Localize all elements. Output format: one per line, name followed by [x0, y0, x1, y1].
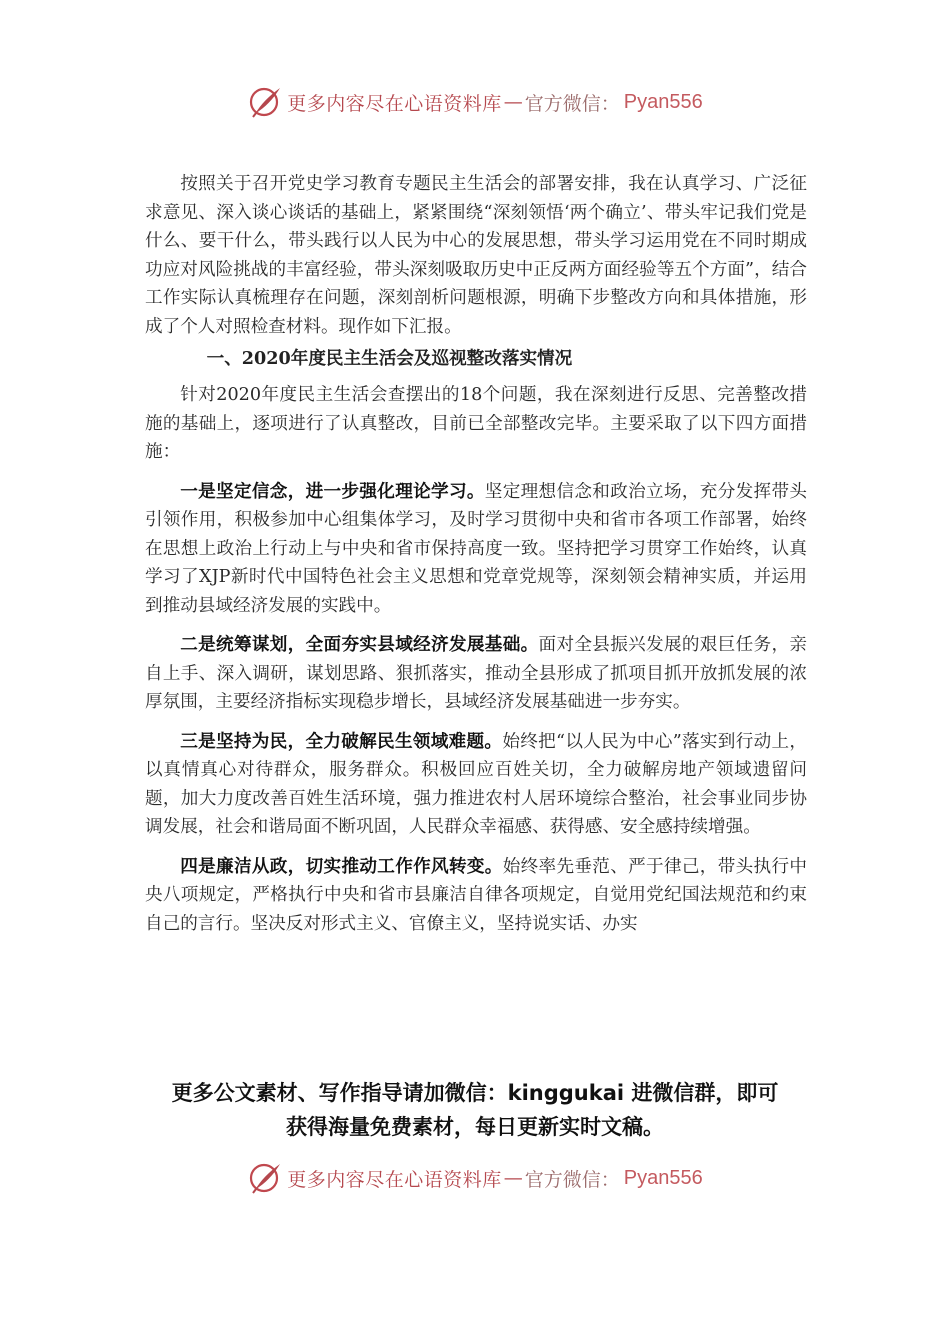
measure-text: 始终把“以人民为中心”落实到行动上，以真情真心对待群众，服务群众。积极回应百姓关切，全力破解房地产领域遗留问题，加大力度改善百姓生活环境，强力推进农村人居环境综合整治，社会事业同步协调发展，社会和谐局面不断巩固，人民群众幸福感、获得感、安全感持续增强。: [145, 731, 807, 837]
measure-lead: 二是统筹谋划，全面夯实县域经济发展基础。: [180, 634, 539, 655]
banner-wechat-label: 官方微信：: [524, 1168, 620, 1191]
measure-item-2: [145, 631, 807, 717]
banner-wechat-label: 官方微信：: [524, 92, 620, 115]
measure-text: 始终率先垂范、严于律己，带头执行中央八项规定，严格执行中央和省市县廉洁自律各项规定，自觉用党纪国法规范和约束自己的言行。坚决反对形式主义、官僚主义，坚持说实话、办实: [145, 856, 807, 934]
footer-banner: [0, 1158, 950, 1198]
measure-item-1: [145, 478, 807, 621]
banner-site-text: 更多内容尽在心语资料库: [287, 1168, 502, 1191]
banner-wechat-id: Pyan556: [623, 90, 703, 113]
quill-logo-icon: [247, 1160, 283, 1196]
measure-lead: 一是坚定信念，进一步强化理论学习。: [180, 480, 485, 502]
banner-separator: —: [503, 91, 523, 113]
banner-wechat-id: Pyan556: [623, 1166, 703, 1189]
quill-logo-icon: [247, 84, 283, 120]
intro-paragraph: 按照关于召开党史学习教育专题民主生活会的部署安排，我在认真学习、广泛征求意见、深入谈心谈话的基础上，紧紧围绕“深刻领悟‘两个确立’、带头牢记我们党是什么、要干什么，带头践行以人民为中心的发展思想，带头学习运用党在不同时期成功应对风险挑战的丰富经验，带头深刻吸取历史中正反两方面经验等五个方面”，结合工作实际认真梳理存在问题，深刻剖析问题根源，明确下步整改方向和具体措施，形成了个人对照检查材料。现作如下汇报。: [145, 174, 807, 337]
promo-line-1: 更多公文素材、写作指导请加微信：kinggukai 进微信群，即可: [171, 1081, 779, 1105]
banner-site-text: 更多内容尽在心语资料库: [287, 92, 502, 115]
promo-line-2: 获得海量免费素材，每日更新实时文稿。: [286, 1115, 664, 1139]
measure-text: 面对全县振兴发展的艰巨任务，亲自上手、深入调研，谋划思路、狠抓落实，推动全县形成了抓项目抓开放抓发展的浓厚氛围，主要经济指标实现稳步增长，县域经济发展基础进一步夯实。: [145, 635, 807, 712]
section-intro-paragraph: 针对2020年度民主生活会查摆出的18个问题，我在深刻进行反思、完善整改措施的基础上，逐项进行了认真整改，目前已全部整改完毕。主要采取了以下四方面措施：: [145, 385, 807, 462]
measure-item-3: [145, 728, 807, 842]
measure-item-4: [145, 853, 807, 939]
section-heading: 一、2020年度民主生活会及巡视整改落实情况: [206, 348, 573, 369]
measure-lead: 三是坚持为民，全力破解民生领域难题。: [180, 730, 503, 752]
document-body: [145, 170, 807, 938]
header-banner: [0, 82, 950, 122]
measure-text: 坚定理想信念和政治立场，充分发挥带头引领作用，积极参加中心组集体学习，及时学习贯彻中央和省市各项工作部署，始终在思想上政治上行动上与中央和省市保持高度一致。坚持把学习贯穿工作始终，认真学习了XJP新时代中国特色社会主义思想和党章党规等，深刻领会精神实质，并运用到推动县域经济发展的实践中。: [145, 481, 807, 616]
measure-lead: 四是廉洁从政，切实推动工作作风转变。: [180, 855, 503, 877]
banner-separator: —: [503, 1167, 523, 1189]
promo-notice: [0, 1076, 950, 1144]
